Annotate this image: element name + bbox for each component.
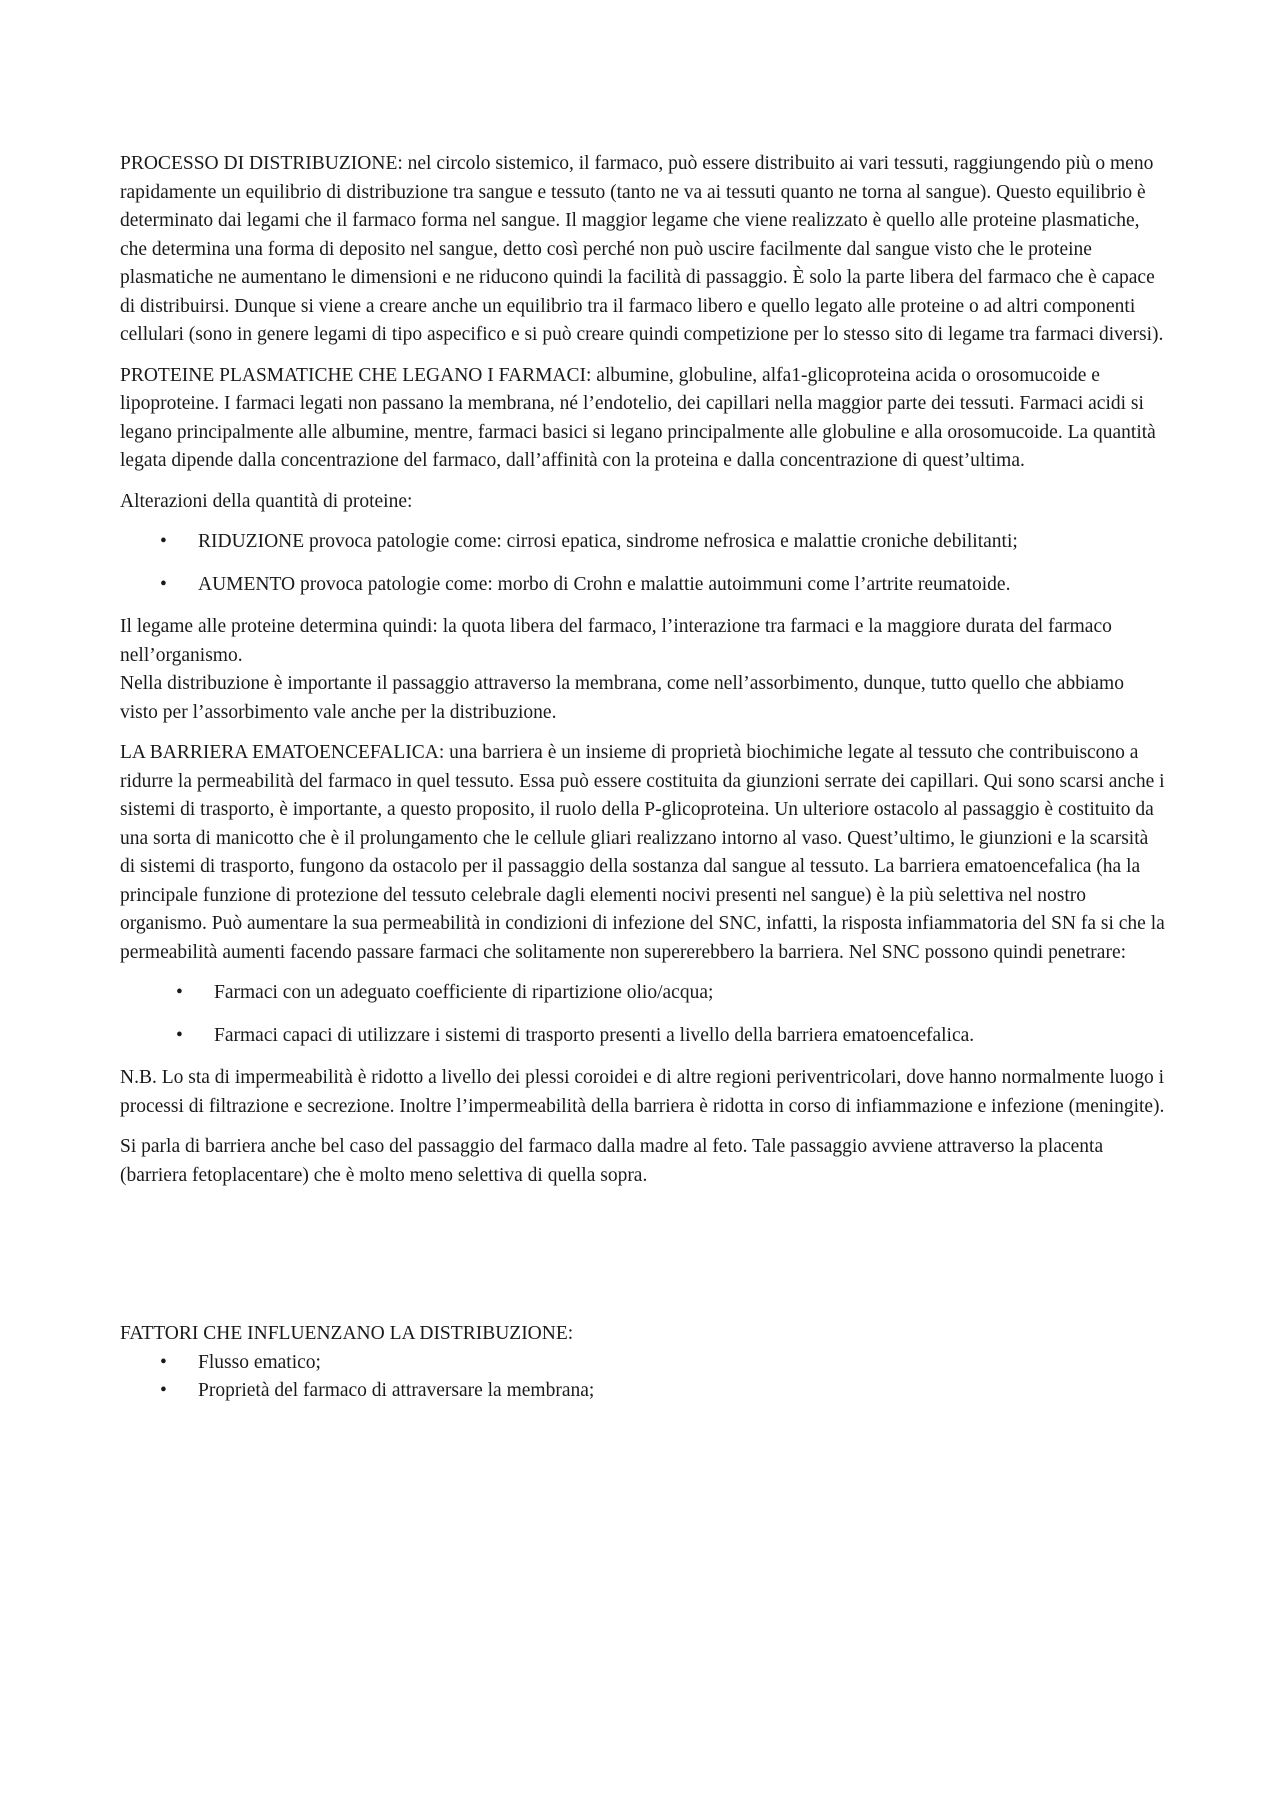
list-item-text: Proprietà del farmaco di attraversare la membrana; [198, 1380, 595, 1401]
bullet-icon: • [160, 1351, 167, 1373]
paragraph-nota-bene: N.B. Lo sta di impermeabilità è ridotto a livello dei plessi coroidei e di altre regioni periventricolari, dove hanno normalmente luogo i processi di filtrazione e secrezione. Inoltre l’impermeabilità della barriera è ridotta in corso di infiammazione e infezione (meningite). [120, 1067, 1165, 1117]
paragraph-blood-brain-barrier: LA BARRIERA EMATOENCEFALICA: una barriera è un insieme di proprietà biochimiche legate al tessuto che contribuiscono a ridurre la permeabilità del farmaco in quel tessuto. Essa può essere costituita da giunzioni serrate dei capillari. Qui sono scarsi anche i sistemi di trasporto, è importante, a questo proposito, il ruolo della P-glicoproteina. Un ulteriore ostacolo al passaggio è costituito da una sorta di manicotto che è il prolungamento che le cellule gliari realizzano intorno al vaso. Quest’ultimo, le giunzioni e la scarsità di sistemi di trasporto, fungono da ostacolo per il passaggio della sostanza dal sangue al tessuto. La barriera ematoencefalica (ha la principale funzione di protezione del tessuto celebrale dagli elementi nocivi presenti nel sangue) è la più selettiva nel nostro organismo. Può aumentare la sua permeabilità in condizioni di infezione del SNC, infatti, la risposta infiammatoria del SN fa si che la permeabilità aumenti facendo passare farmaci che solitamente non supererebbero la barriera. Nel SNC possono quindi penetrare: [120, 742, 1165, 963]
list-item [120, 528, 1165, 557]
blank-space [120, 1202, 1165, 1320]
list-item-text: RIDUZIONE provoca patologie come: cirrosi epatica, sindrome nefrosica e malattie croniche debilitanti; [198, 531, 1018, 552]
distribution-factors-list [120, 1349, 1165, 1406]
list-item-text: Farmaci capaci di utilizzare i sistemi di trasporto presenti a livello della barriera ematoencefalica. [214, 1024, 975, 1046]
list-item-text: Farmaci con un adeguato coefficiente di ripartizione olio/acqua; [214, 982, 714, 1003]
paragraph-line: Il legame alle proteine determina quindi: la quota libera del farmaco, l’interazione tra farmaci e la maggiore durata del farmaco nell’organismo. [120, 616, 1112, 666]
protein-alterations-list [120, 528, 1165, 599]
list-item [120, 1022, 1165, 1051]
cns-penetration-list [120, 979, 1165, 1050]
document-page [120, 150, 1165, 1406]
list-item-text: AUMENTO provoca patologie come: morbo di Crohn e malattie autoimmuni come l’artrite reumatoide. [198, 573, 1011, 595]
list-item [120, 571, 1165, 600]
list-item [120, 1349, 1165, 1378]
heading-distribution-factors: FATTORI CHE INFLUENZANO LA DISTRIBUZIONE: [120, 1323, 574, 1344]
paragraph-placental-barrier: Si parla di barriera anche bel caso del passaggio del farmaco dalla madre al feto. Tale passaggio avviene attraverso la placenta (barriera fetoplacentare) che è molto meno selettiva di quella sopra. [120, 1136, 1104, 1186]
paragraph-protein-binding [120, 613, 1165, 727]
bullet-icon: • [176, 982, 183, 1003]
bullet-icon: • [160, 1380, 167, 1401]
bullet-icon: • [160, 531, 167, 552]
paragraph-plasma-proteins: PROTEINE PLASMATICHE CHE LEGANO I FARMACI: albumine, globuline, alfa1-glicoproteina acida o orosomucoide e lipoproteine. I farmaci legati non passano la membrana, né l’endotelio, dei capillari nella maggior parte dei tessuti. Farmaci acidi si legano principalmente alle albumine, mentre, farmaci basici si legano principalmente alle globuline e alla orosomucoide. La quantità legata dipende dalla concentrazione del farmaco, dall’affinità con la proteina e dalla concentrazione di quest’ultima. [120, 364, 1156, 471]
paragraph-line: Nella distribuzione è importante il passaggio attraverso la membrana, come nell’assorbimento, dunque, tutto quello che abbiamo visto per l’assorbimento vale anche per la distribuzione. [120, 673, 1124, 723]
bullet-icon: • [160, 573, 167, 595]
list-item [120, 979, 1165, 1008]
list-item [120, 1377, 1165, 1406]
list-item-text: Flusso ematico; [198, 1351, 321, 1373]
paragraph-protein-alterations: Alterazioni della quantità di proteine: [120, 490, 413, 512]
paragraph-distribution-process: PROCESSO DI DISTRIBUZIONE: nel circolo sistemico, il farmaco, può essere distribuito ai vari tessuti, raggiungendo più o meno rapidamente un equilibrio di distribuzione tra sangue e tessuto (tanto ne va ai tessuti quanto ne torna al sangue). Questo equilibrio è determinato dai legami che il farmaco forma nel sangue. Il maggior legame che viene realizzato è quello alle proteine plasmatiche, che determina una forma di deposito nel sangue, detto così perché non può uscire facilmente dal sangue visto che le proteine plasmatiche ne aumentano le dimensioni e ne riducono quindi la facilità di passaggio. È solo la parte libera del farmaco che è capace di distribuirsi. Dunque si viene a creare anche un equilibrio tra il farmaco libero e quello legato alle proteine o ad altri componenti cellulari (sono in genere legami di tipo aspecifico e si può creare quindi competizione per lo stesso sito di legame tra farmaci diversi). [120, 153, 1164, 345]
bullet-icon: • [176, 1024, 183, 1046]
